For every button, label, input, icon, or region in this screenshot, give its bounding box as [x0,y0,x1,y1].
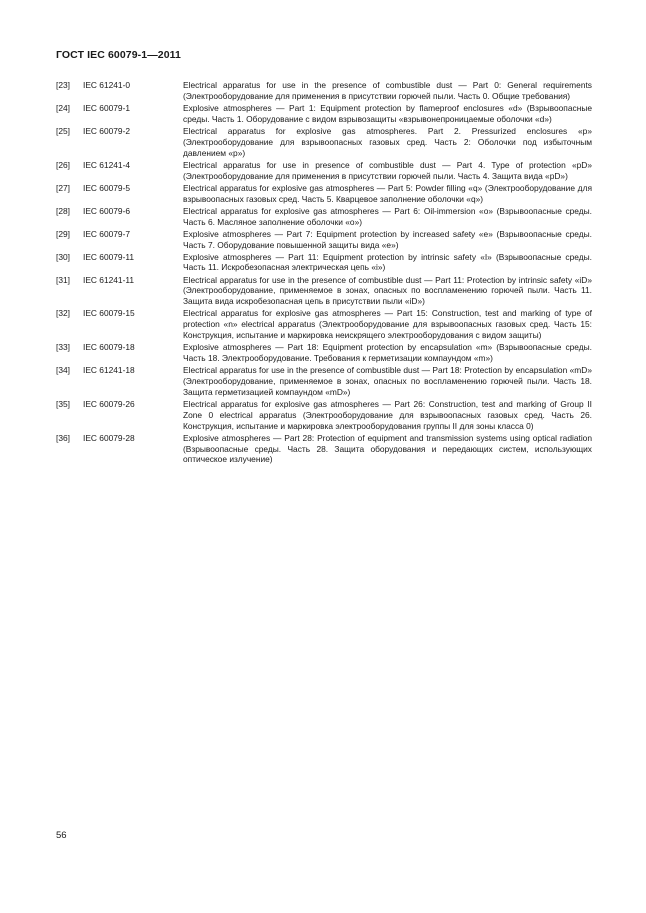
reference-text: Explosive atmospheres — Part 18: Equipment protection by encapsulation «m» (Взрывоопасные среды. Часть 18. Электрооборудование. Требования к герметизации компаундом «m») [183,342,592,364]
reference-code: IEC 60079-11 [83,251,135,262]
reference-number: [31] [56,274,70,285]
reference-item [56,433,592,465]
reference-number: [25] [56,125,70,136]
reference-number: [23] [56,80,70,90]
reference-code: IEC 60079-1 [83,102,131,113]
reference-number: [33] [56,342,70,353]
reference-text: Electrical apparatus for use in the presence of combustible dust — Part 18: Protection by encapsulation «mD» (Электрооборудование, применяемое в зонах, опасных по воспламенению горючей пыли. Часть 18. Защита герметизацией компаундом «mD») [183,365,592,397]
reference-number: [27] [56,182,70,193]
reference-item [56,229,592,251]
reference-code: IEC 60079-6 [83,205,131,216]
reference-number: [34] [56,365,70,376]
references-list [56,80,592,467]
reference-item [56,399,592,431]
document-header: ГОСТ IEC 60079-1—2011 [56,49,181,61]
reference-item [56,183,592,205]
reference-text: Electrical apparatus for explosive gas atmospheres. Part 2. Pressurized enclosures «p» (Электрооборудование для взрывоопасных газовых сред. Часть 2: Оболочки под избыточным давлением «p») [183,125,592,158]
reference-number: [24] [56,102,70,113]
reference-code: IEC 60079-5 [83,182,131,193]
reference-number: [29] [56,228,70,239]
reference-number: [35] [56,399,70,409]
reference-number: [36] [56,432,70,443]
reference-text: Electrical apparatus for explosive gas atmospheres — Part 26: Construction, test and marking of Group II Zone 0 electrical apparatus (Электрооборудование для взрывоопасных газовых сред. Часть 26. Конструкция, испытание и маркировка электрооборудования группы II для зоны класса 0) [183,399,592,431]
reference-code: IEC 60079-2 [83,125,131,136]
reference-item [56,126,592,158]
reference-code: IEC 60079-15 [83,308,135,319]
reference-text: Electrical apparatus for use in the presence of combustible dust — Part 11: Protection by intrinsic safety «iD» (Электрооборудование, применяемое в зонах, опасных по воспламенению горючей пыли. Часть 11. Защита вида искробезопасная цепь в присутствии пыли «iD») [183,274,592,307]
reference-text: Explosive atmospheres — Part 11: Equipment protection by intrinsic safety «I» (Взрывоопасные среды. Часть 11. Искробезопасная электрическая цепь «i») [183,251,592,273]
reference-item [56,252,592,274]
reference-text: Electrical apparatus for explosive gas atmospheres — Part 6: Oil-immersion «o» (Взрывоопасные среды. Часть 6. Масляное заполнение оболочки «o») [183,205,592,227]
reference-text: Electrical apparatus for use in presence of combustible dust — Part 4. Type of protection «pD» (Электрооборудование для применения в присутствии горючей пыли. Часть 4. Защита вида «pD») [183,159,592,181]
reference-text: Electrical apparatus for explosive gas atmospheres — Part 5: Powder filling «q» (Электрооборудование для взрывоопасных газовых сред. Часть 5. Кварцевое заполнение оболочки «q») [183,182,592,204]
reference-code: IEC 61241-4 [83,159,131,170]
reference-code: IEC 60079-26 [83,399,135,409]
reference-item [56,103,592,125]
reference-code: IEC 60079-28 [83,432,135,443]
reference-item [56,275,592,307]
reference-item [56,365,592,397]
reference-item [56,160,592,182]
reference-code: IEC 60079-18 [83,342,135,353]
reference-item [56,80,592,102]
reference-number: [28] [56,205,70,216]
reference-number: [26] [56,159,70,170]
reference-code: IEC 61241-0 [83,80,131,90]
reference-text: Explosive atmospheres — Part 1: Equipment protection by flameproof enclosures «d» (Взрывоопасные среды. Часть 1. Оборудование с видом взрывозащиты «взрывонепроницаемые оболочки «d») [183,102,592,124]
reference-text: Explosive atmospheres — Part 28: Protection of equipment and transmission systems using optical radiation (Взрывоопасные среды. Часть 28. Защита оборудования и передающих систем, использующих оптическое излучение) [183,432,592,465]
reference-number: [30] [56,251,70,262]
reference-code: IEC 61241-18 [83,365,135,376]
page-number: 56 [56,830,67,841]
reference-code: IEC 60079-7 [83,228,131,239]
reference-code: IEC 61241-11 [83,274,135,285]
reference-text: Electrical apparatus for explosive gas atmospheres — Part 15: Construction, test and marking of type of protection «n» electrical apparatus (Электрооборудование для взрывоопасных газовых сред. Часть 15: Конструкция, испытание и маркировка неискрящего электрооборудования с видом защиты) [183,308,592,341]
reference-item [56,206,592,228]
reference-text: Explosive atmospheres — Part 7: Equipment protection by increased safety «e» (Взрывоопасные среды. Часть 7. Оборудование повышенной защиты вида «e») [183,228,592,250]
reference-item [56,342,592,364]
reference-number: [32] [56,308,70,319]
reference-text: Electrical apparatus for use in the presence of combustible dust — Part 0: General requirements (Электрооборудование для применения в присутствии горючей пыли. Часть 0. Общие требования) [183,80,592,101]
reference-item [56,308,592,340]
